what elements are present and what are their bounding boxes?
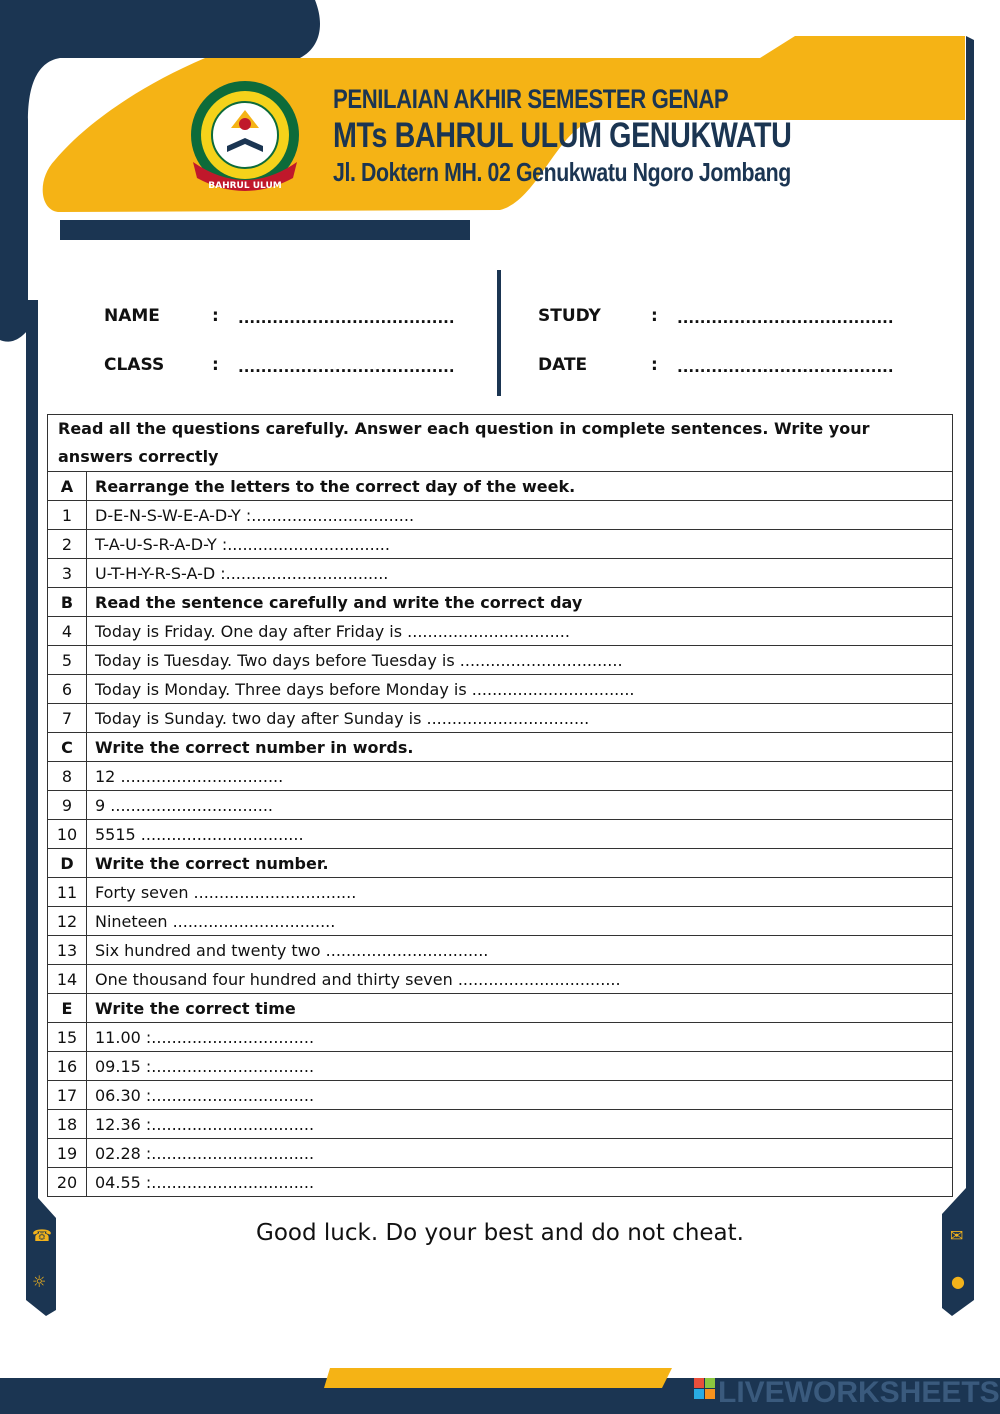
question-table (47, 414, 953, 1197)
question-row (48, 1023, 953, 1052)
section-header-a (48, 472, 953, 501)
question-text[interactable]: Today is Sunday. two day after Sunday is ................................ (87, 704, 953, 733)
question-text[interactable]: T-A-U-S-R-A-D-Y :................................ (87, 530, 953, 559)
question-text[interactable]: 9 ................................ (87, 791, 953, 820)
footer-message: Good luck. Do your best and do not cheat. (256, 1220, 744, 1246)
date-label: DATE (538, 355, 588, 375)
bottom-gold-tab (324, 1368, 672, 1388)
question-row (48, 675, 953, 704)
question-number: 2 (48, 530, 87, 559)
question-text[interactable]: Forty seven ................................ (87, 878, 953, 907)
section-title: Write the correct time (87, 994, 953, 1023)
question-row (48, 530, 953, 559)
question-row (48, 559, 953, 588)
section-letter: E (48, 994, 87, 1023)
question-row (48, 762, 953, 791)
question-row (48, 704, 953, 733)
mail-icon: ✉ (950, 1226, 964, 1245)
question-row (48, 878, 953, 907)
logo-banner-text: BAHRUL ULUM (208, 181, 282, 191)
question-number: 17 (48, 1081, 87, 1110)
section-header-e (48, 994, 953, 1023)
question-row (48, 936, 953, 965)
section-header-d (48, 849, 953, 878)
question-row (48, 617, 953, 646)
school-address: Jl. Doktern MH. 02 Genukwatu Ngoro Jombang (333, 157, 791, 187)
exam-title: PENILAIAN AKHIR SEMESTER GENAP (333, 84, 729, 114)
question-row (48, 965, 953, 994)
class-field[interactable]: ...................................... (238, 358, 455, 376)
question-number: 13 (48, 936, 87, 965)
question-number: 5 (48, 646, 87, 675)
question-text[interactable]: 02.28 :................................ (87, 1139, 953, 1168)
question-number: 19 (48, 1139, 87, 1168)
question-text[interactable]: 12 ................................ (87, 762, 953, 791)
name-label: NAME (104, 306, 160, 326)
study-field[interactable]: ...................................... (677, 309, 894, 327)
question-text[interactable]: 11.00 :................................ (87, 1023, 953, 1052)
section-title: Write the correct number in words. (87, 733, 953, 762)
globe-icon: ☼ (32, 1272, 47, 1291)
question-number: 15 (48, 1023, 87, 1052)
instructions: Read all the questions carefully. Answer each question in complete sentences. Write your answers correctly (48, 415, 953, 472)
class-colon: : (212, 355, 219, 375)
question-text[interactable]: 09.15 :................................ (87, 1052, 953, 1081)
question-text[interactable]: One thousand four hundred and thirty seven ................................ (87, 965, 953, 994)
question-number: 6 (48, 675, 87, 704)
question-row (48, 791, 953, 820)
section-title: Write the correct number. (87, 849, 953, 878)
header-navy-band (60, 220, 470, 240)
question-number: 20 (48, 1168, 87, 1197)
question-row (48, 1168, 953, 1197)
section-header-c (48, 733, 953, 762)
question-text[interactable]: 06.30 :................................ (87, 1081, 953, 1110)
question-number: 10 (48, 820, 87, 849)
question-number: 1 (48, 501, 87, 530)
question-text[interactable]: 04.55 :................................ (87, 1168, 953, 1197)
school-logo (185, 80, 305, 195)
question-row (48, 501, 953, 530)
section-letter: B (48, 588, 87, 617)
phone-icon: ☎ (32, 1226, 52, 1245)
name-field[interactable]: ...................................... (238, 309, 455, 327)
question-text[interactable]: 5515 ................................ (87, 820, 953, 849)
question-text[interactable]: Today is Friday. One day after Friday is ................................ (87, 617, 953, 646)
question-text[interactable]: D-E-N-S-W-E-A-D-Y :................................ (87, 501, 953, 530)
question-number: 9 (48, 791, 87, 820)
study-colon: : (651, 306, 658, 326)
question-row (48, 646, 953, 675)
study-label: STUDY (538, 306, 601, 326)
question-row (48, 1110, 953, 1139)
question-row (48, 820, 953, 849)
question-number: 3 (48, 559, 87, 588)
question-text[interactable]: Today is Monday. Three days before Monday is ................................ (87, 675, 953, 704)
class-label: CLASS (104, 355, 165, 375)
question-number: 12 (48, 907, 87, 936)
question-text[interactable]: Today is Tuesday. Two days before Tuesday is ................................ (87, 646, 953, 675)
question-text[interactable]: 12.36 :................................ (87, 1110, 953, 1139)
section-letter: D (48, 849, 87, 878)
liveworksheets-brand[interactable]: LIVEWORKSHEETS (718, 1376, 1000, 1409)
date-colon: : (651, 355, 658, 375)
question-row (48, 1081, 953, 1110)
question-number: 4 (48, 617, 87, 646)
question-number: 11 (48, 878, 87, 907)
name-colon: : (212, 306, 219, 326)
question-number: 8 (48, 762, 87, 791)
question-number: 14 (48, 965, 87, 994)
identity-divider (497, 270, 501, 396)
question-row (48, 907, 953, 936)
date-field[interactable]: ...................................... (677, 358, 894, 376)
section-title: Read the sentence carefully and write the correct day (87, 588, 953, 617)
school-name: MTs BAHRUL ULUM GENUKWATU (333, 116, 792, 155)
section-letter: C (48, 733, 87, 762)
location-pin-icon: ● (951, 1272, 965, 1291)
question-number: 16 (48, 1052, 87, 1081)
section-title: Rearrange the letters to the correct day of the week. (87, 472, 953, 501)
liveworksheets-logo-icon (694, 1378, 716, 1400)
question-number: 18 (48, 1110, 87, 1139)
question-row (48, 1139, 953, 1168)
instruction-row (48, 415, 953, 472)
section-letter: A (48, 472, 87, 501)
question-text[interactable]: Nineteen ................................ (87, 907, 953, 936)
question-row (48, 1052, 953, 1081)
question-text[interactable]: Six hundred and twenty two ................................ (87, 936, 953, 965)
section-header-b (48, 588, 953, 617)
question-number: 7 (48, 704, 87, 733)
question-text[interactable]: U-T-H-Y-R-S-A-D :................................ (87, 559, 953, 588)
